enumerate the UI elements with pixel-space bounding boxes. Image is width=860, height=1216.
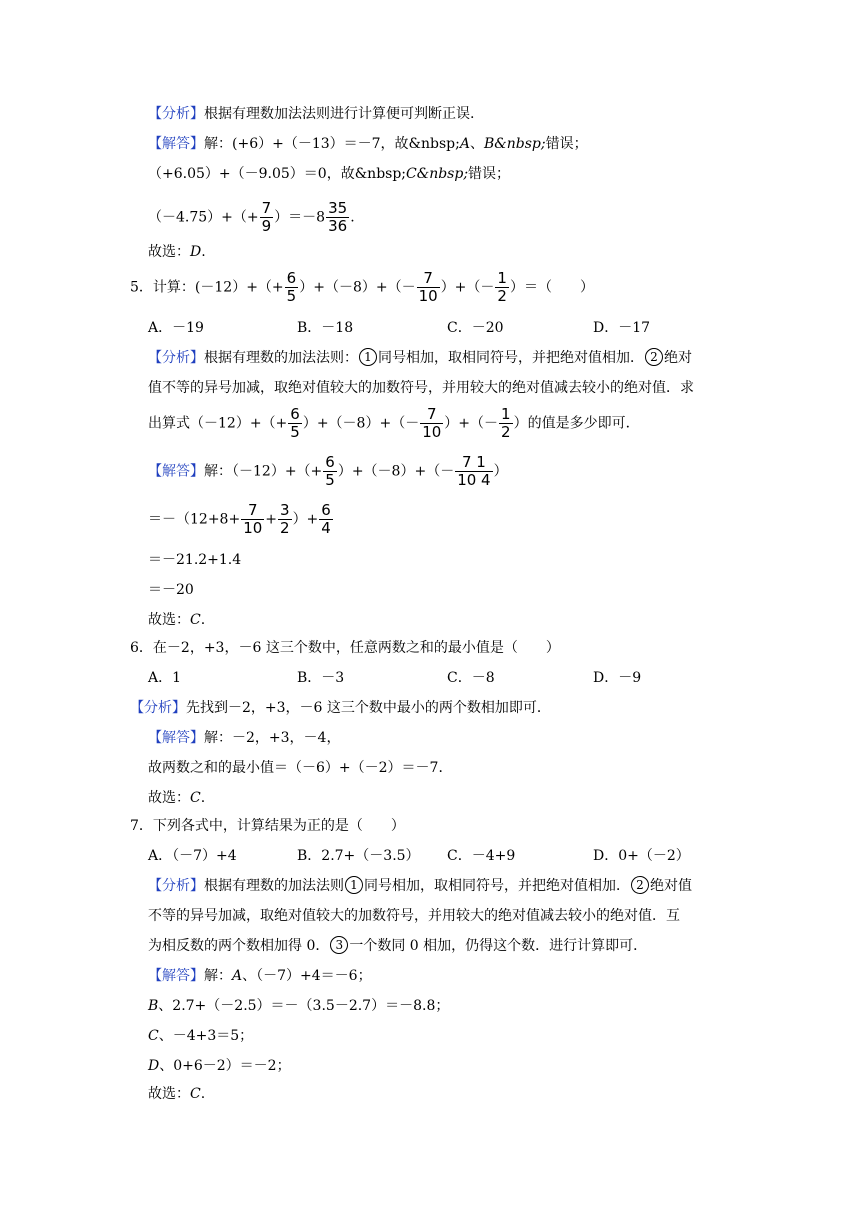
answer-end: . [200, 790, 206, 806]
variable-D: D [148, 1058, 160, 1074]
solution-tag: 【解答】 [148, 730, 204, 746]
q6-solution-line-2: 故两数之和的最小值＝（－6）+（－2）＝－7． [148, 760, 453, 776]
q6-option-c: C．－8 [447, 670, 495, 686]
analysis-text: 先找到－2，+3，－6 这三个数中最小的两个数相加即可． [186, 700, 551, 716]
circled-one: 1 [359, 348, 377, 366]
answer-label: 故选： [148, 244, 190, 260]
solution-text: 错误； [468, 166, 511, 182]
q4-answer-line [148, 242, 206, 262]
q4-analysis-line [148, 104, 474, 124]
question-text: 在－2，+3，－6 这三个数中，任意两数之和的最小值是（ ） [152, 640, 560, 656]
denominator: 5 [325, 471, 335, 489]
analysis-text: 同号相加，取相同符号，并把绝对值相加． [364, 878, 630, 894]
solution-text: 解：（－12）+（+ [204, 463, 323, 480]
q7-solution-line-3 [148, 1026, 253, 1046]
answer-choice: C [190, 1086, 201, 1102]
answer-choice: C [190, 612, 201, 628]
solution-text: 解： [204, 968, 232, 984]
q6-option-b: B．－3 [297, 670, 345, 686]
analysis-tag: 【分析】 [148, 878, 204, 894]
solution-text: 、－4+3＝5； [158, 1028, 254, 1044]
q6-solution-line-1 [148, 728, 340, 748]
denominator: 10 4 [457, 471, 491, 489]
solution-text: （－4.75）+（+ [148, 209, 259, 226]
analysis-tag: 【分析】 [148, 350, 204, 366]
solution-tag: 【解答】 [148, 136, 204, 152]
q5-option-a: A．－19 [148, 320, 204, 336]
solution-text: 解：(+6）+（－13）＝－7，故&nbsp; [204, 136, 460, 152]
q7-solution-line-1 [148, 966, 372, 986]
fraction [417, 270, 440, 305]
answer-label: 故选： [148, 790, 190, 806]
denominator: 10 [418, 287, 438, 305]
denominator: 5 [290, 423, 300, 441]
q7-solution-line-2 [148, 996, 449, 1016]
analysis-text: 同号相加，取相同符号，并把绝对值相加． [378, 350, 644, 366]
question-text: ）+（－ [440, 279, 495, 296]
denominator: 10 [422, 423, 442, 441]
solution-text: &nbsp; [494, 136, 546, 152]
q7-option-d: D．0+（－2） [593, 848, 690, 864]
numerator: 1 [501, 405, 511, 423]
solution-text: 、 [469, 136, 484, 152]
numerator: 6 [325, 453, 335, 471]
q7-stem [130, 816, 405, 836]
q7-option-b: B．2.7+（－3.5） [297, 848, 420, 864]
variable-B: B [483, 136, 495, 152]
solution-tag: 【解答】 [148, 968, 204, 984]
denominator: 9 [261, 217, 272, 235]
numerator: 6 [286, 269, 297, 287]
analysis-tag: 【分析】 [130, 700, 186, 716]
solution-text: 、2.7+（－2.5）＝－（3.5－2.7）＝－8.8； [158, 998, 450, 1014]
denominator: 4 [321, 519, 331, 537]
answer-end: . [200, 1086, 206, 1102]
analysis-text: 出算式（－12）+（+ [148, 415, 288, 432]
question-number: 6． [130, 640, 153, 656]
answer-choice: C [190, 790, 201, 806]
fraction [499, 406, 513, 441]
solution-text: ）+ [292, 511, 319, 528]
fraction [285, 270, 299, 305]
solution-text: ）＝－8 [274, 209, 326, 226]
fraction [260, 200, 274, 235]
numerator: 7 [420, 406, 443, 424]
analysis-text: 根据有理数加法法则进行计算便可判断正误. [204, 106, 475, 122]
question-text: 计算：(－12）+（+ [152, 279, 284, 296]
answer-label: 故选： [148, 612, 190, 628]
q7-analysis-line-1 [148, 876, 692, 896]
numerator: 6 [290, 405, 300, 423]
variable-B: B [148, 998, 159, 1014]
denominator: 10 [243, 519, 263, 537]
q7-solution-line-4 [148, 1056, 291, 1076]
solution-text: ＝－（12+8+ [148, 511, 241, 528]
q5-stem [130, 270, 594, 305]
fraction [288, 406, 302, 441]
numerator: 3 [280, 501, 290, 519]
q4-solution-line-2 [148, 164, 510, 184]
q7-option-c: C．－4+9 [447, 848, 516, 864]
analysis-text: 绝对 [664, 350, 692, 366]
variable-C: C [406, 166, 417, 182]
solution-text: 、（－7）+4＝－6； [242, 968, 372, 984]
fraction [455, 454, 492, 489]
q7-analysis-line-3 [148, 936, 647, 956]
answer-end: . [200, 612, 206, 628]
solution-text: 错误； [545, 136, 588, 152]
fraction [323, 454, 337, 489]
q5-option-b: B．－18 [297, 320, 354, 336]
denominator: 36 [328, 217, 348, 235]
analysis-tag: 【分析】 [148, 106, 204, 122]
q6-answer-line [148, 788, 205, 808]
numerator: 1 [497, 269, 507, 287]
numerator: 35 [328, 199, 348, 217]
q6-option-d: D．－9 [593, 670, 642, 686]
question-text: 下列各式中，计算结果为正的是（ ） [152, 818, 405, 834]
q7-option-a: A．（－7）+4 [148, 848, 237, 864]
variable-A: A [232, 968, 243, 984]
q5-answer-line [148, 610, 205, 630]
question-number: 7． [130, 818, 153, 834]
variable-A: A [459, 136, 470, 152]
q6-option-a: A．1 [148, 670, 182, 686]
q5-solution-line-4: ＝－20 [148, 582, 194, 598]
solution-text: &nbsp; [416, 166, 469, 182]
q5-solution-line-3: ＝－21.2+1.4 [148, 552, 242, 568]
solution-tag: 【解答】 [148, 463, 204, 480]
fraction [241, 502, 264, 537]
answer-end: . [201, 244, 206, 260]
analysis-text: 绝对值 [650, 878, 692, 894]
fraction [420, 406, 443, 441]
q5-solution-line-2 [148, 502, 334, 537]
q6-stem [130, 638, 560, 658]
q4-solution-line-3 [148, 200, 355, 235]
solution-text: ）+（－8）+（－ [337, 463, 455, 480]
q5-analysis-line-2: 值不等的异号加减，取绝对值较大的加数符号，并用较大的绝对值减去较小的绝对值．求 [148, 380, 694, 396]
numerator: 7 [417, 270, 440, 288]
question-text: ）＝（ ） [509, 279, 594, 296]
circled-two: 2 [631, 876, 649, 894]
solution-text: ） [493, 463, 508, 480]
q7-answer-line [148, 1084, 205, 1104]
numerator: 7 1 [455, 454, 492, 472]
q5-analysis-line-1 [148, 348, 692, 368]
numerator: 7 [261, 199, 272, 217]
circled-three: 3 [330, 936, 348, 954]
q5-option-d: D．－17 [593, 320, 651, 336]
analysis-text: 根据有理数的加法法则 [204, 878, 344, 894]
q7-analysis-line-2: 不等的异号加减，取绝对值较大的加数符号，并用较大的绝对值减去较小的绝对值．互 [148, 908, 680, 924]
fraction [326, 200, 349, 235]
variable-C: C [148, 1028, 159, 1044]
q5-solution-line-1 [148, 454, 508, 489]
solution-text: （+6.05）+（－9.05）＝0，故&nbsp; [148, 166, 407, 182]
analysis-text: ）+（－ [444, 415, 499, 432]
solution-text: 解：－2，+3，－4， [204, 730, 341, 746]
q5-analysis-line-3 [148, 406, 640, 441]
solution-text: . [350, 209, 355, 226]
answer-choice: D [190, 244, 202, 260]
q6-analysis-line [130, 698, 551, 718]
denominator: 5 [286, 287, 297, 305]
circled-one: 1 [345, 876, 363, 894]
analysis-text: 为相反数的两个数相加得 0． [148, 938, 330, 954]
denominator: 2 [501, 423, 511, 441]
analysis-text: 根据有理数的加法法则： [204, 350, 358, 366]
analysis-text: 一个数同 0 相加，仍得这个数．进行计算即可． [349, 938, 648, 954]
circled-two: 2 [645, 348, 663, 366]
analysis-text: ）的值是多少即可． [513, 415, 640, 432]
denominator: 2 [497, 287, 507, 305]
q4-solution-line-1 [148, 134, 588, 154]
denominator: 2 [280, 519, 290, 537]
fraction [495, 270, 509, 305]
fraction [278, 502, 292, 537]
solution-text: + [265, 511, 278, 528]
answer-label: 故选： [148, 1086, 190, 1102]
q5-option-c: C．－20 [447, 320, 504, 336]
analysis-text: ）+（－8）+（－ [302, 415, 420, 432]
solution-text: 、0+6－2）＝－2； [159, 1058, 291, 1074]
question-number: 5． [130, 279, 153, 296]
numerator: 7 [241, 502, 264, 520]
fraction [319, 502, 333, 537]
numerator: 6 [321, 501, 331, 519]
question-text: ）+（－8）+（－ [299, 279, 416, 296]
